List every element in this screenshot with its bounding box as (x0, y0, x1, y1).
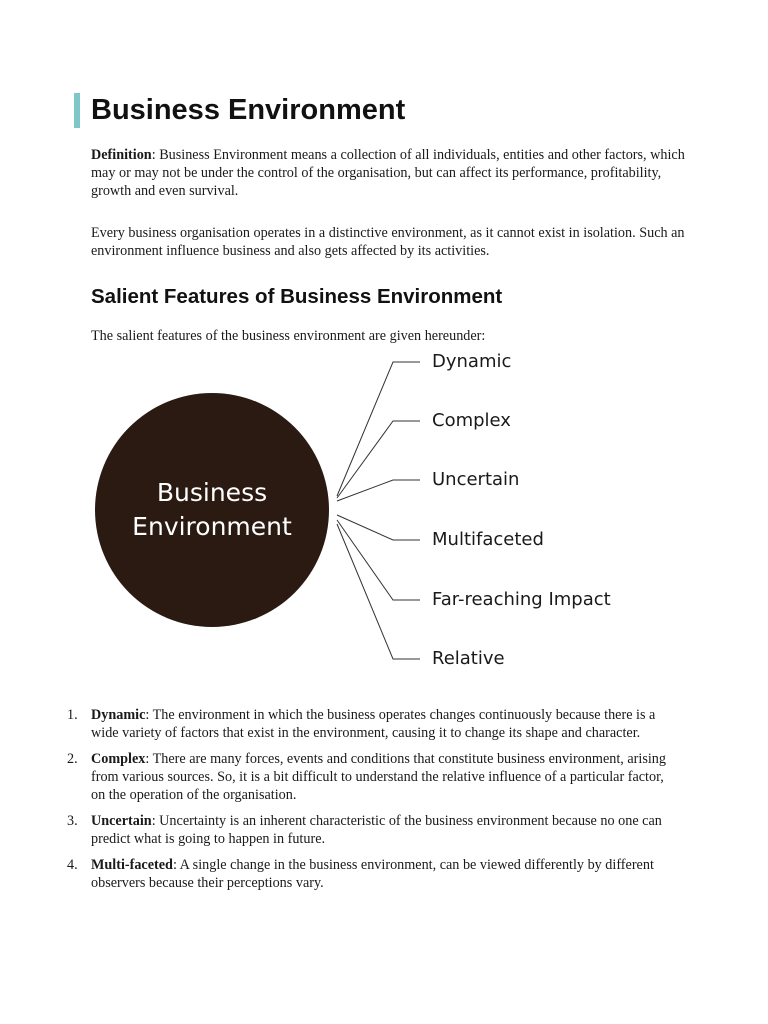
feature-dynamic: Dynamic (432, 351, 512, 372)
center-circle (95, 393, 329, 627)
definition-text: : Business Environment means a collection of all individuals, entities and other factors, which may or may not be under the control of the organisation, but can affect its performance, profitability, growth and even survival. (91, 147, 685, 199)
connector-relative (337, 524, 420, 659)
context-paragraph: Every business organisation operates in a distinctive environment, as it cannot exist in isolation. Such an environment influence business and also gets affected by its activities. (91, 225, 685, 259)
list-item-text: : A single change in the business environment, can be viewed differently by different observers because their perceptions vary. (91, 857, 654, 891)
features-list (67, 706, 681, 900)
list-item-number: 2. (67, 751, 78, 767)
connector-lines (337, 362, 420, 659)
list-item-number: 3. (67, 813, 78, 829)
feature-multifaceted: Multifaceted (432, 529, 544, 550)
definition-label: Definition (91, 147, 152, 163)
feature-complex: Complex (432, 410, 511, 431)
list-item-text: : Uncertainty is an inherent characteristic of the business environment because no one can predict what is going to happen in future. (91, 813, 662, 847)
list-item-term: Uncertain (91, 813, 152, 829)
list-item (67, 856, 681, 892)
feature-relative: Relative (432, 648, 505, 669)
intro-paragraph: The salient features of the business environment are given hereunder: (91, 328, 486, 344)
center-label-line1: Business (156, 478, 268, 507)
center-label-line2: Environment (132, 512, 292, 541)
connector-multifaceted (337, 515, 420, 540)
connector-uncertain (337, 480, 420, 501)
list-item-term: Dynamic (91, 707, 146, 723)
list-item (67, 750, 681, 804)
connector-complex (337, 421, 420, 498)
list-item-text: : The environment in which the business operates changes continuously because there is a wide variety of factors that exist in the environment, causing it to change its shape and character. (91, 707, 656, 741)
list-item-term: Multi-faceted (91, 857, 173, 873)
features-diagram (0, 340, 768, 680)
list-item-term: Complex (91, 751, 146, 767)
title-accent-bar (74, 93, 80, 128)
list-item (67, 706, 681, 742)
list-item-number: 4. (67, 857, 78, 873)
connector-far-reaching (337, 520, 420, 600)
feature-uncertain: Uncertain (432, 469, 520, 490)
connector-dynamic (337, 362, 420, 496)
list-item (67, 812, 681, 848)
section-heading: Salient Features of Business Environment (91, 285, 503, 308)
list-item-number: 1. (67, 707, 78, 723)
list-item-text: : There are many forces, events and conditions that constitute business environment, arising from various sources. So, it is a bit difficult to understand the relative influence of a particular factor, on the operation of the organisation. (91, 751, 666, 803)
definition-paragraph (91, 146, 691, 200)
feature-far-reaching-impact: Far-reaching Impact (432, 589, 611, 610)
page-title: Business Environment (91, 94, 406, 126)
